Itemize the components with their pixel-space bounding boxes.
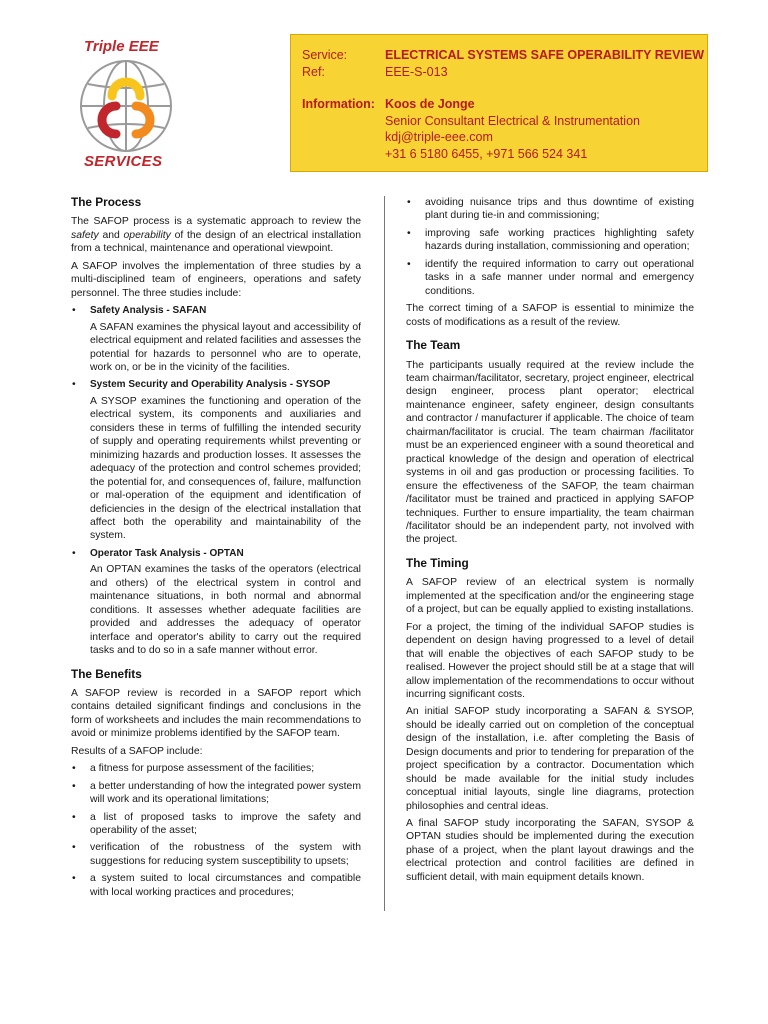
list-item: • a system suited to local circumstances and compatible with local working practices and procedures; <box>71 872 361 899</box>
benefits-timing-note: The correct timing of a SAFOP is essential to minimize the costs of modifications as a result of the review. <box>406 303 694 328</box>
left-column <box>71 196 361 903</box>
information-row <box>302 96 707 162</box>
list-item: • avoiding nuisance trips and thus downtime of existing plant during tie-in and commissioning; <box>406 196 694 223</box>
process-intro: The SAFOP process is a systematic approach to review the safety and operability of the design of an electrical installation from a technical, maintenance and operational viewpoint. <box>71 216 361 255</box>
timing-p4: A final SAFOP study incorporating the SAFAN, SYSOP & OPTAN studies should be implemented during the execution phase of a project, when the plant layout drawings and the electrical protection and control facilities are defined in sufficient detail, with main equipment details known. <box>406 818 694 883</box>
contact-name: Koos de Jonge <box>385 97 475 111</box>
study-text: A SAFAN examines the physical layout and accessibility of electrical equipment and related facilities and assesses the potential for hazards to personnel who are to operate, work on, or be in the vicinity of the facilities. <box>90 321 361 373</box>
information-label: Information: <box>302 97 375 111</box>
process-heading: The Process <box>71 195 142 209</box>
study-item-optan <box>71 547 361 658</box>
timing-p2: For a project, the timing of the individual SAFOP studies is dependent on design having progressed to a level of detail that will enable the objectives of each SAFOP study to be realised. However the project should still be at a stage that will allow implementation of the recommendations to occur without incurring significant costs. <box>406 621 694 700</box>
benefits-results-intro: Results of a SAFOP include: <box>71 745 203 757</box>
list-item: • verification of the robustness of the system with suggestions for reducing system susceptibility to upsets; <box>71 841 361 868</box>
list-item: • improving safe working practices highlighting safety hazards during installation, commissioning and operation; <box>406 227 694 254</box>
ref-label: Ref: <box>302 64 325 79</box>
contact-email[interactable]: kdj@triple-eee.com <box>385 130 493 144</box>
list-item: • identify the required information to carry out operational tasks in a safe manner under normal and emergency conditions. <box>406 258 694 298</box>
benefits-list <box>71 762 361 899</box>
ref-value: EEE-S-013 <box>385 64 448 79</box>
globe-logo-icon <box>76 56 176 156</box>
service-info-box <box>290 34 708 172</box>
benefits-list-continued <box>406 196 694 298</box>
list-item: • a list of proposed tasks to improve the safety and operability of the asset; <box>71 811 361 838</box>
study-text: An OPTAN examines the tasks of the operators (electrical and others) of the electrical system in control and maintenance situations, in both normal and abnormal conditions. It assesses whether adequate facilities are provided and addresses the adequacy of operator interface and operator's ability to carry out the required tasks and to do so in a safe manner without error. <box>90 564 361 657</box>
study-item-safan <box>71 304 361 374</box>
company-logo <box>70 38 180 178</box>
process-studies-intro: A SAFOP involves the implementation of three studies by a multi-disciplined team of engineers, operations and safety personnel. The three studies include: <box>71 260 361 299</box>
logo-bottom-text: SERVICES <box>84 153 163 170</box>
list-item: • a fitness for purpose assessment of the facilities; <box>71 762 361 775</box>
ref-row <box>302 64 707 81</box>
study-title: • Operator Task Analysis - OPTAN <box>90 547 244 559</box>
benefits-heading: The Benefits <box>71 666 142 681</box>
timing-heading: The Timing <box>406 555 469 570</box>
list-item: • a better understanding of how the integrated power system will work and its operational limitations; <box>71 780 361 807</box>
benefits-intro: A SAFOP review is recorded in a SAFOP report which contains detailed significant findings and conclusions in the form of worksheets and includes the main recommendations to avoid or minimize problems identified by the SAFOP team. <box>71 687 361 740</box>
timing-p3: An initial SAFOP study incorporating a SAFAN & SYSOP, should be ideally carried out on completion of the conceptual design of the installation, i.e. after completing the Basis of Design documents and prior to tendering for preparation of the project specification by a contractor. Documentation which should be made available for the initial study includes conceptual initial layouts, single line diagrams, protection philosophies and central ideas. <box>406 706 694 812</box>
logo-top-text: Triple EEE <box>84 38 159 55</box>
service-value: ELECTRICAL SYSTEMS SAFE OPERABILITY REVIEW <box>385 48 705 62</box>
study-item-sysop <box>71 378 361 542</box>
study-title: • Safety Analysis - SAFAN <box>90 305 207 317</box>
service-label: Service: <box>302 48 348 62</box>
contact-phone: +31 6 5180 6455, +971 566 524 341 <box>385 146 588 161</box>
service-row <box>302 47 707 64</box>
column-divider <box>384 196 385 911</box>
study-text: A SYSOP examines the functioning and operation of the electrical system, its components and auxiliaries and considers these in terms of fulfilling the intended security of supply and operating requirements whilst preventing or minimizing hazards and production losses. It assesses the adequacy of the protection and control schemes provided; the potential for, and consequences of, failure, malfunction or mal-operation of the equipment and identification of deficiencies in the design of the electrical installation that affect both the operability and maintainability of the system. <box>90 395 361 542</box>
study-title: • System Security and Operability Analysis - SYSOP <box>90 379 331 391</box>
studies-list <box>71 304 361 657</box>
contact-title: Senior Consultant Electrical & Instrumentation <box>385 113 640 128</box>
team-text: The participants usually required at the review include the team chairman/facilitator, secretary, project engineer, electrical design engineer, process plant operator; electrical maintenance engineer, safety engineer, design consultants and contractor / manufacturer if applicable. The choice of team chairman/facilitator is crucial. The team chairman /facilitator must be an experienced engineer with a sound theoretical and practical knowledge of the design and operation of electrical systems in oil and gas production or processing facilities. To ensure the effectiveness of the SAFOP, the team chairman /facilitator must be trained and practiced in applying SAFOP techniques. Further to ensure impartiality, the team chairman /facilitator should be an independent party, not involved with the project. <box>406 359 695 546</box>
timing-p1: A SAFOP review of an electrical system is normally implemented at the specification and/or the engineering stage of a project, but can be equally applied to existing installations. <box>406 577 694 616</box>
right-column <box>406 196 694 888</box>
team-heading: The Team <box>406 338 461 353</box>
